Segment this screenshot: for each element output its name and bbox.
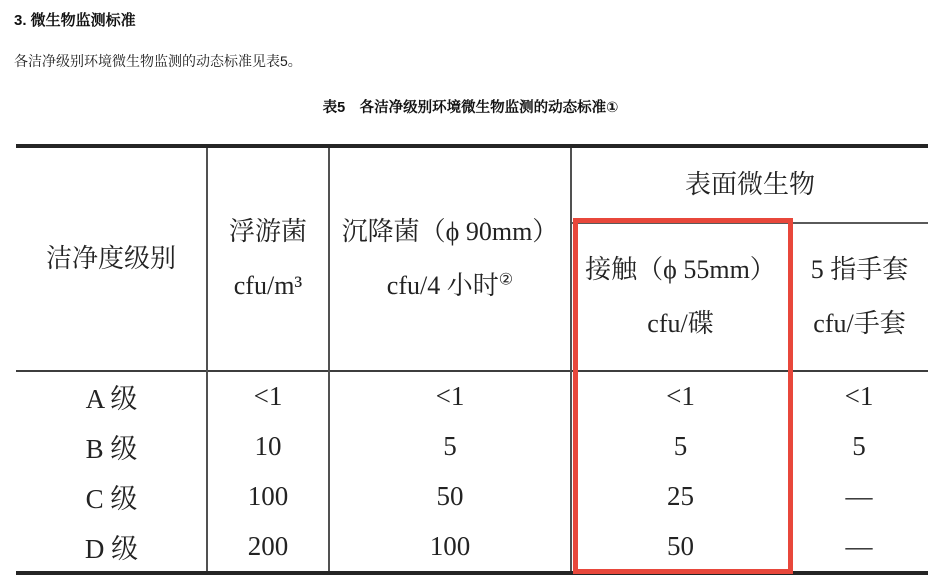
cell-level: A 级 xyxy=(85,384,138,415)
cell-settle: 50 xyxy=(436,480,464,511)
cell-contact: 25 xyxy=(667,480,694,511)
contact-label: 接触（ϕ 55mm） xyxy=(585,255,776,284)
airborne-unit: cfu/m³ xyxy=(233,271,303,300)
header-airborne-bacteria xyxy=(208,148,328,370)
cell-settle: 5 xyxy=(443,431,457,462)
cell-airborne: 10 xyxy=(254,431,282,462)
cell-contact: 5 xyxy=(673,431,688,462)
cell-airborne: <1 xyxy=(253,381,283,412)
table-caption: 表5 各洁净级别环境微生物监测的动态标准① xyxy=(322,100,619,116)
airborne-label: 浮游菌 xyxy=(228,217,307,246)
cell-level: D 级 xyxy=(84,533,139,564)
standards-table xyxy=(16,144,928,575)
header-cleanliness-level-label: 洁净度级别 xyxy=(45,244,176,273)
glove-label: 5 指手套 xyxy=(810,255,909,284)
header-settling-bacteria xyxy=(330,148,570,370)
header-cleanliness-level xyxy=(16,148,206,370)
header-surface-microbes-group xyxy=(572,148,928,222)
table-row xyxy=(16,372,928,422)
table-row xyxy=(16,422,928,472)
surface-group-label: 表面微生物 xyxy=(684,170,815,199)
cell-airborne: 100 xyxy=(247,480,289,511)
settle-footnote-mark: ② xyxy=(498,271,514,289)
table-body xyxy=(16,372,928,571)
cell-glove: <1 xyxy=(844,381,874,412)
cell-airborne: 200 xyxy=(247,530,289,561)
cell-level: B 级 xyxy=(85,434,138,465)
header-glove xyxy=(791,224,928,370)
table-row xyxy=(16,521,928,571)
table-bottom-rule xyxy=(16,571,928,575)
cell-glove: — xyxy=(845,530,873,561)
cell-settle: 100 xyxy=(429,530,471,561)
cell-contact: <1 xyxy=(666,381,695,412)
settle-unit xyxy=(387,259,513,313)
intro-text: 各洁净级别环境微生物监测的动态标准见表5。 xyxy=(14,53,302,69)
section-heading: 3. 微生物监测标准 xyxy=(14,12,136,29)
cell-level: C 级 xyxy=(85,483,138,514)
settle-unit-text: cfu/4 小时 xyxy=(386,271,499,300)
header-contact-plate xyxy=(572,224,789,370)
cell-glove: — xyxy=(845,480,873,511)
cell-settle: <1 xyxy=(435,381,465,412)
cell-contact: 50 xyxy=(667,530,694,561)
settle-label: 沉降菌（ϕ 90mm） xyxy=(341,217,559,246)
cell-glove: 5 xyxy=(852,431,866,462)
glove-unit: cfu/手套 xyxy=(813,309,906,338)
table-row xyxy=(16,472,928,522)
contact-unit: cfu/碟 xyxy=(647,309,714,338)
